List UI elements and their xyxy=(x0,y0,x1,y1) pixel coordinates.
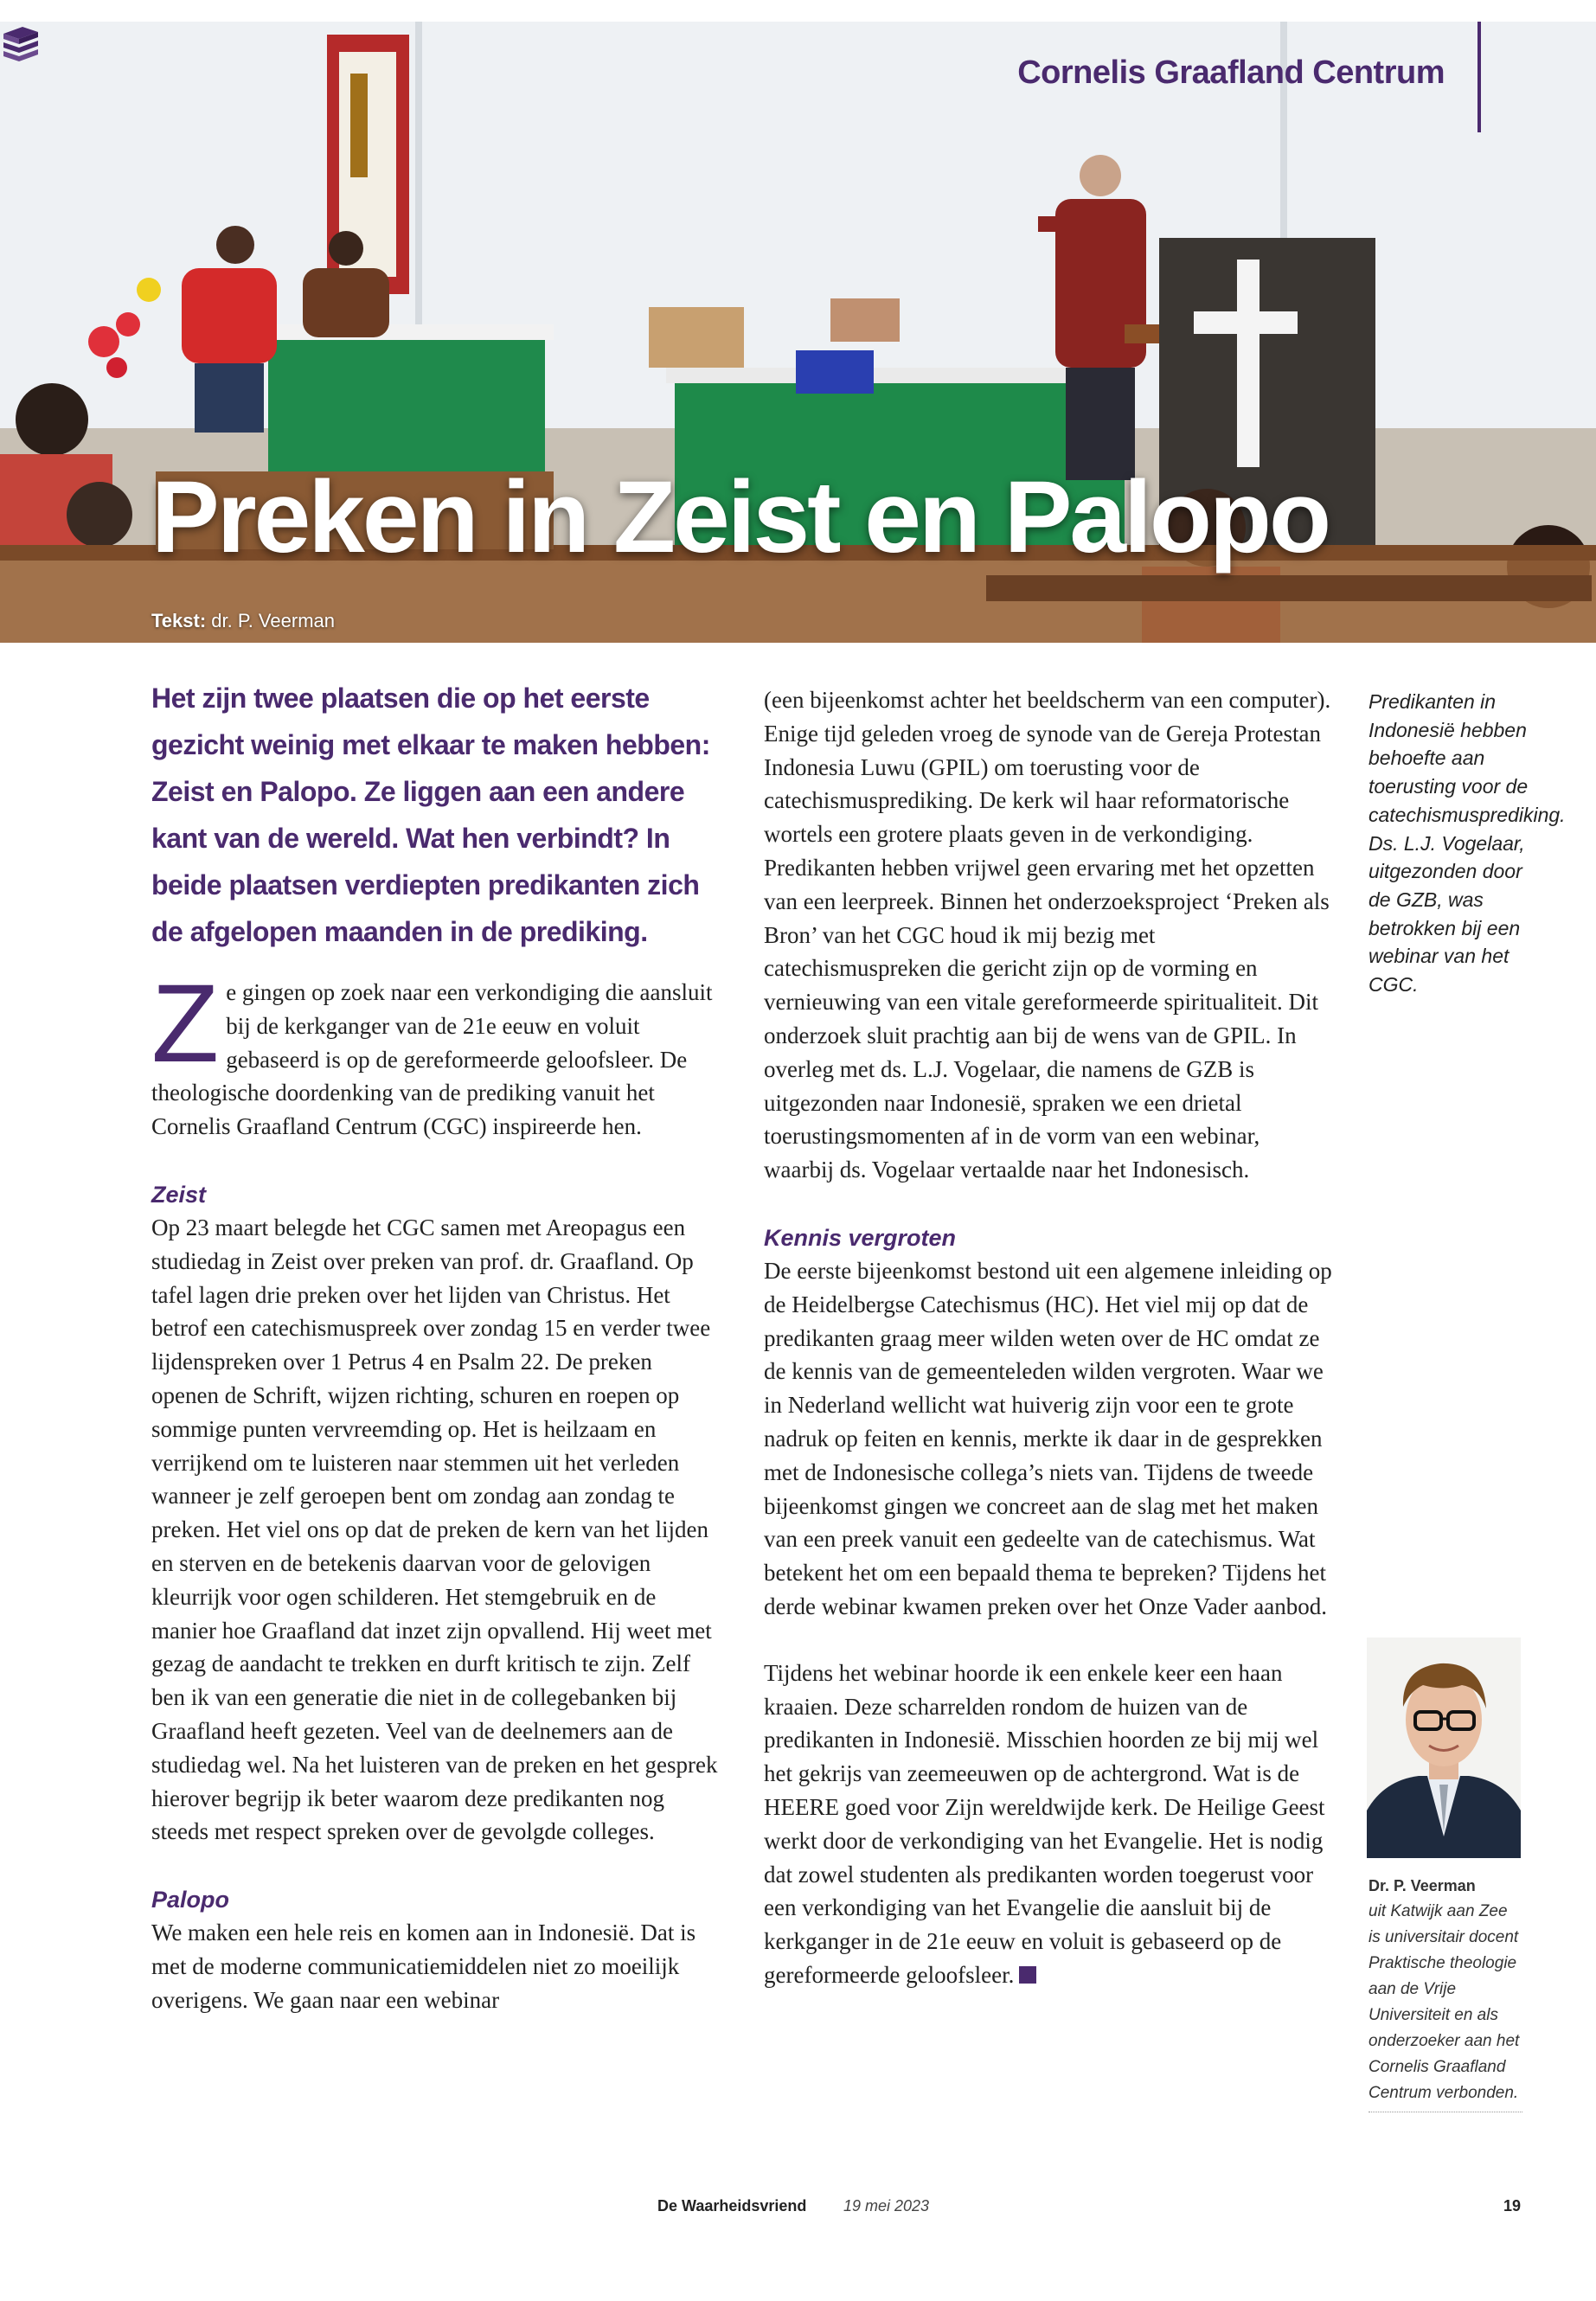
paragraph-final xyxy=(764,1657,1335,1992)
hero-photo xyxy=(0,22,1596,643)
author-portrait xyxy=(1367,1638,1521,1858)
author-portrait-illustration xyxy=(1367,1638,1521,1858)
section-tag: Cornelis Graafland Centrum xyxy=(1017,54,1445,91)
author-description: uit Katwijk aan Zee is universitair docent Praktische theologie aan de Vrije Universiteit en als onderzoeker aan het Cornelis Graafland Centrum verbonden. xyxy=(1368,1902,1520,2102)
byline xyxy=(151,610,335,632)
author-info xyxy=(1368,1873,1522,2112)
article-column-1 xyxy=(151,675,722,2017)
pull-quote: Predikanten in Indonesië hebben behoefte aan toerusting voor de catechismusprediking. Ds. L.J. Vogelaar, uitgezonden door de GZB, was betrokken bij een webinar van het CGC. xyxy=(1368,690,1566,997)
byline-author: dr. P. Veerman xyxy=(211,610,335,631)
author-name: Dr. P. Veerman xyxy=(1368,1877,1476,1894)
subheading-palopo: Palopo xyxy=(151,1887,230,1913)
dropcap: Z xyxy=(151,962,220,1086)
subheading-kennis: Kennis vergroten xyxy=(764,1224,957,1251)
footer-magazine: De Waarheidsvriend xyxy=(657,2197,807,2214)
article-column-2 xyxy=(764,683,1335,1992)
page-number: 19 xyxy=(1503,2197,1522,2214)
end-mark-icon xyxy=(1019,1966,1036,1984)
opening-paragraph xyxy=(151,962,722,1144)
paragraph-opening: e gingen op zoek naar een verkondiging die aansluit bij de kerkganger van de 21e eeuw en voluit gebaseerd is op de gereformeerde geloofsleer. De theologische doordenking van de prediking vanuit het Cornelis Graafland Centrum (CGC) inspireerde hen. xyxy=(151,979,713,1140)
article-title: Preken in Zeist en Palopo xyxy=(151,460,1330,574)
paragraph-palopo-continued: (een bijeenkomst achter het beeldscherm van een computer). Enige tijd geleden vroeg de synode van de Gereja Protestan Indonesia Luwu (GPIL) om toerusting voor de catechismusprediking. De kerk wil haar reformatorische wortels een grotere plaats geven in de verkondiging. Predikanten hebben vrijwel geen ervaring met het opzetten van een leerpreek. Binnen het onderzoeksproject ‘Preken als Bron’ van het CGC houd ik mij bezig met catechismuspreken die gericht zijn op de vorming en vernieuwing van een vitale gereformeerde spiritualiteit. Dit onderzoek sluit prachtig aan bij de wens van de GPIL. In overleg met ds. L.J. Vogelaar, die namens de GZB is uitgezonden naar Indonesië, spraken we een drietal toerustingsmomenten af in de vorm van een webinar, waarbij ds. Vogelaar vertaalde naar het Indonesisch. xyxy=(764,687,1331,1183)
book-stack-icon xyxy=(0,22,42,63)
article-intro: Het zijn twee plaatsen die op het eerste gezicht weinig met elkaar te maken hebben: Zeist en Palopo. Ze liggen aan een andere kant van de wereld. Wat hen verbindt? In beide plaatsen verdiepten predikanten zich de afgelopen maanden in de prediking. xyxy=(151,683,710,947)
subheading-zeist: Zeist xyxy=(151,1181,207,1208)
footer-date: 19 mei 2023 xyxy=(843,2197,930,2214)
paragraph-palopo: We maken een hele reis en komen aan in Indonesië. Dat is met de moderne communicatiemiddelen niet zo moeilijk overigens. We gaan naar een webinar xyxy=(151,1920,696,2013)
paragraph-zeist: Op 23 maart belegde het CGC samen met Areopagus een studiedag in Zeist over preken van prof. dr. Graafland. Op tafel lagen drie preken over het lijden van Christus. Het betrof een catechismuspreek over zondag 15 en verder twee lijdenspreken over 1 Petrus 4 en Psalm 22. De preken openen de Schrift, wijzen richting, schuren en roepen op sommige punten vervreemding op. Het is heilzaam en verrijkend om te luisteren naar stemmen uit het verleden wanneer je zelf geroepen bent om zondag aan zondag te preken. Het viel ons op dat de preken de kern van het lijden en sterven en de betekenis daarvan voor de gelovigen kleurrijk voor ogen schilderen. Het stemgebruik en de manier hoe Graafland dat inzet zijn opvallend. Hij weet met gezag de aandacht te trekken en durft kritisch te zijn. Zelf ben ik van een generatie die niet in de collegebanken bij Graafland heeft gezeten. Veel van de deelnemers aan de studiedag wel. Na het luisteren van de preken en het gesprek hierover begrijp ik beter waarom deze predikanten nog steeds met respect spreken over de gevolgde colleges. xyxy=(151,1214,718,1845)
paragraph-kennis: De eerste bijeenkomst bestond uit een algemene inleiding op de Heidelbergse Catechismus (HC). Het viel mij op dat de predikanten graag meer wilden weten over de HC omdat ze de kennis van de gemeenteleden wilden vergroten. Waar we in Nederland wellicht wat huiverig zijn voor een te grote nadruk op feiten en kennis, merkte ik daar in de gesprekken met de Indonesische collega’s niets van. Tijdens de tweede bijeenkomst gingen we concreet aan de slag met het maken van een preek vanuit een gedeelte van de catechismus. Wat betekent het om een bepaald thema te bepreken? Tijdens het derde webinar kwamen preken over het Onze Vader aanbod. xyxy=(764,1257,1332,1619)
paragraph-final-text: Tijdens het webinar hoorde ik een enkele keer een haan kraaien. Deze scharrelden rondom de huizen van de predikanten in Indonesië. Misschien hoorden ze bij mij wel het gekrijs van zeemeeuwen op de achtergrond. Wat is de HEERE goed voor Zijn wereldwijde kerk. De Heilige Geest werkt door de verkondiging van het Evangelie. Het is nodig dat zowel studenten als predikanten worden toegerust voor een verkondiging van het Evangelie die aansluit bij de kerkganger in de 21e eeuw en voluit is gebaseerd op de gereformeerde geloofsleer. xyxy=(764,1659,1325,1988)
byline-label: Tekst: xyxy=(151,610,207,631)
section-tag-divider xyxy=(1477,22,1481,132)
